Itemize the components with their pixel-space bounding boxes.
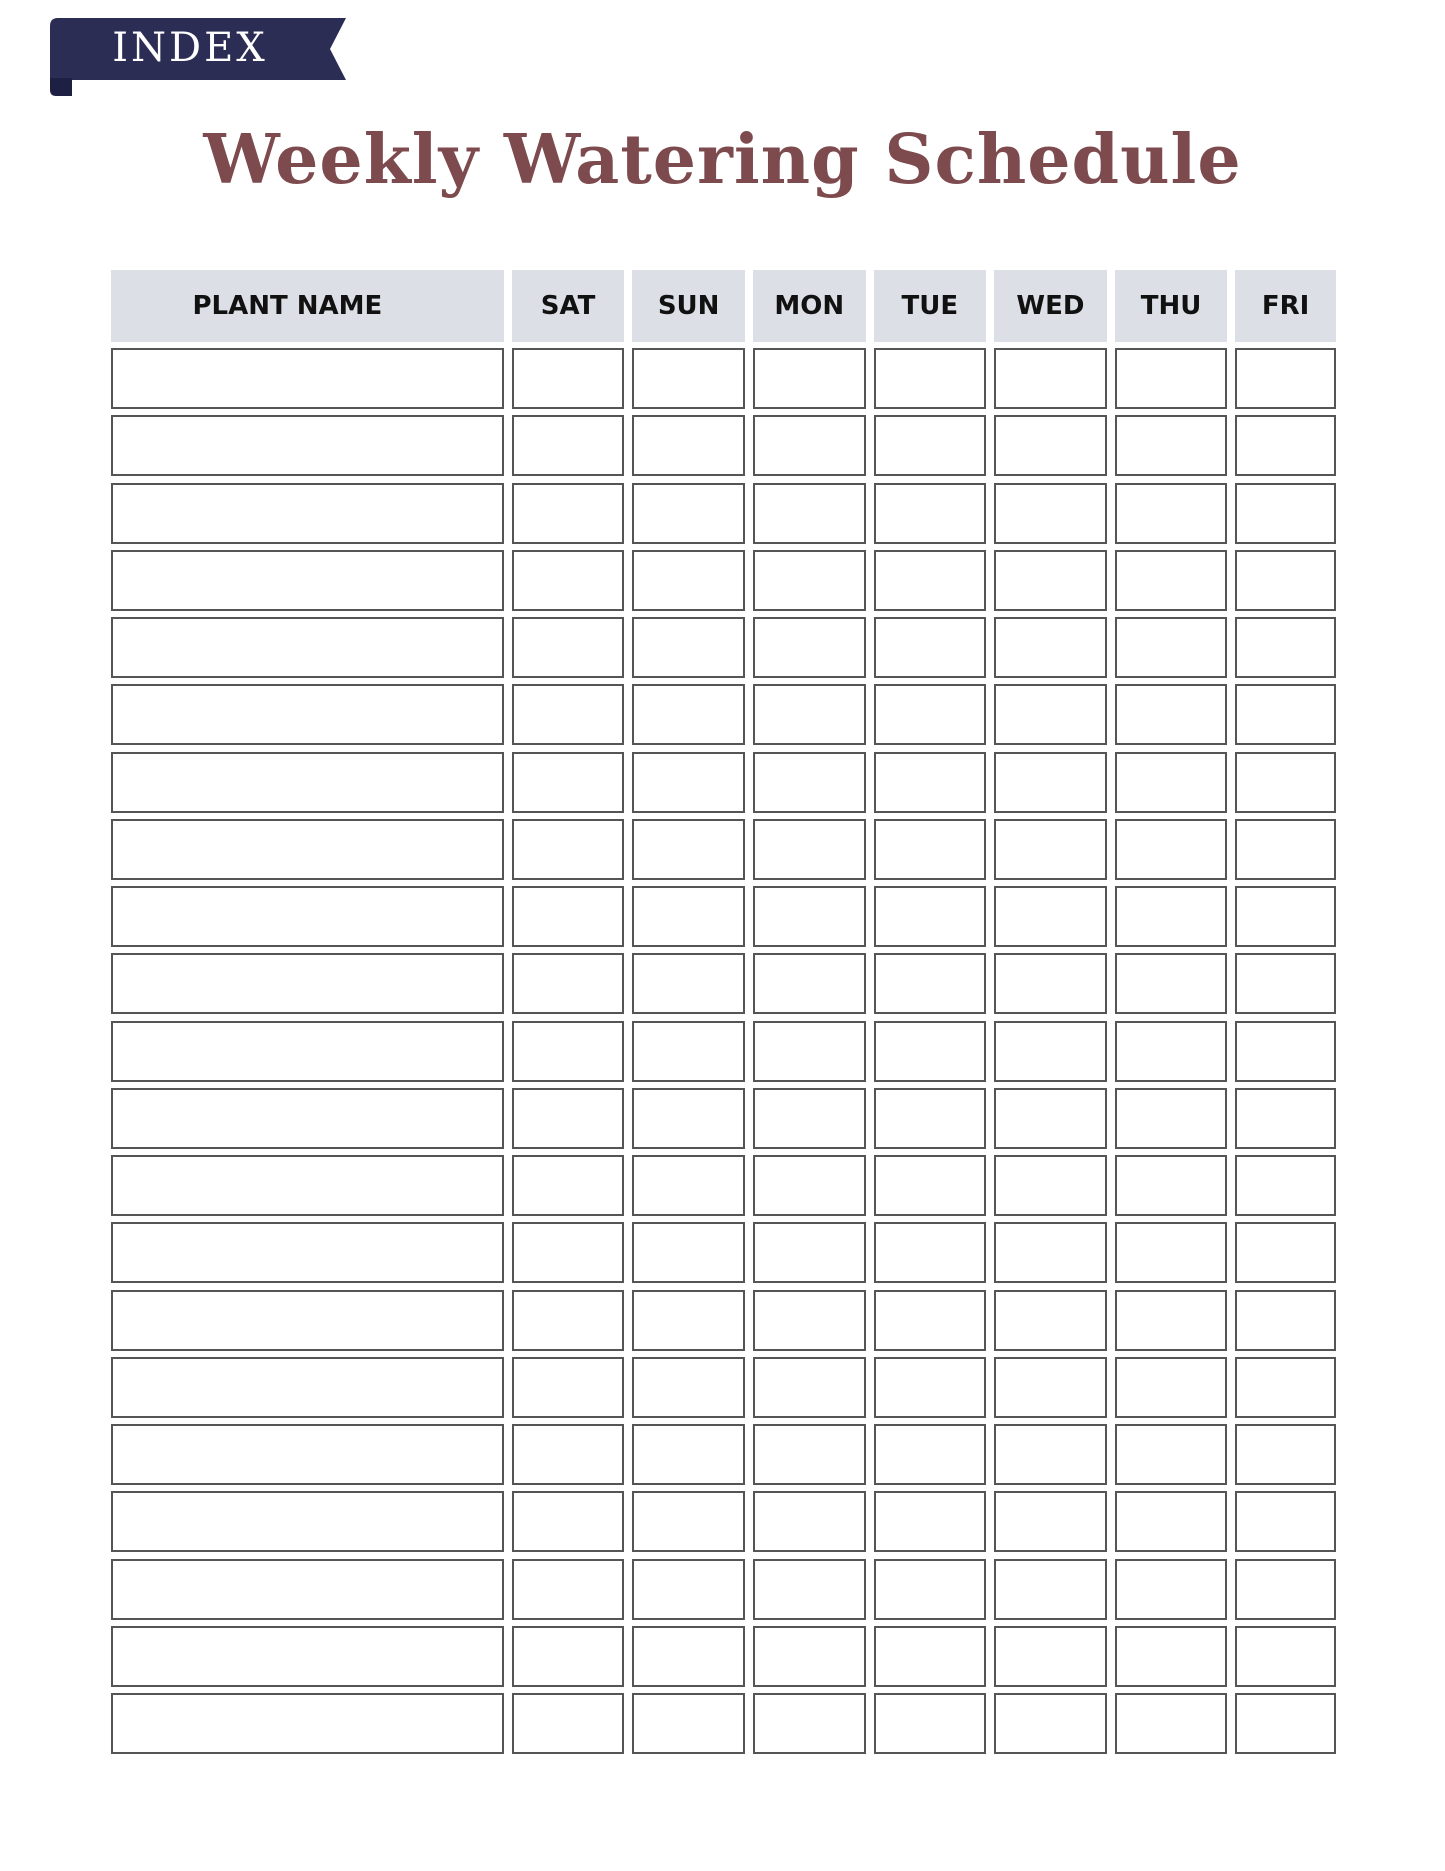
table-row (111, 819, 1336, 880)
cell-mon[interactable] (753, 1021, 866, 1082)
cell-sun[interactable] (632, 1222, 745, 1283)
cell-wed[interactable] (994, 1155, 1107, 1216)
cell-wed[interactable] (994, 752, 1107, 813)
cell-sat[interactable] (512, 1088, 625, 1149)
cell-thu[interactable] (1115, 550, 1228, 611)
cell-fri[interactable] (1235, 415, 1336, 476)
cell-mon[interactable] (753, 819, 866, 880)
cell-plant-name[interactable] (111, 1491, 504, 1552)
table-row (111, 415, 1336, 476)
cell-sun[interactable] (632, 1559, 745, 1620)
cell-plant-name[interactable] (111, 483, 504, 544)
cell-mon[interactable] (753, 684, 866, 745)
cell-plant-name[interactable] (111, 684, 504, 745)
cell-thu[interactable] (1115, 1222, 1228, 1283)
cell-fri[interactable] (1235, 1559, 1336, 1620)
cell-sun[interactable] (632, 1491, 745, 1552)
cell-mon[interactable] (753, 1693, 866, 1754)
cell-sun[interactable] (632, 1290, 745, 1351)
cell-sat[interactable] (512, 1357, 625, 1418)
table-row (111, 1357, 1336, 1418)
cell-thu[interactable] (1115, 684, 1228, 745)
cell-tue[interactable] (874, 1155, 987, 1216)
cell-mon[interactable] (753, 1559, 866, 1620)
cell-sun[interactable] (632, 1021, 745, 1082)
cell-sat[interactable] (512, 1222, 625, 1283)
column-header-sun: SUN (632, 270, 745, 342)
cell-wed[interactable] (994, 1424, 1107, 1485)
cell-plant-name[interactable] (111, 819, 504, 880)
cell-sat[interactable] (512, 1290, 625, 1351)
cell-mon[interactable] (753, 1088, 866, 1149)
cell-thu[interactable] (1115, 1088, 1228, 1149)
cell-mon[interactable] (753, 886, 866, 947)
cell-fri[interactable] (1235, 483, 1336, 544)
cell-sat[interactable] (512, 1626, 625, 1687)
cell-tue[interactable] (874, 1357, 987, 1418)
cell-fri[interactable] (1235, 1626, 1336, 1687)
cell-sun[interactable] (632, 684, 745, 745)
cell-mon[interactable] (753, 1626, 866, 1687)
watering-schedule-table (111, 270, 1336, 1760)
cell-sun[interactable] (632, 483, 745, 544)
index-tab-label: INDEX (112, 25, 268, 71)
cell-tue[interactable] (874, 1559, 987, 1620)
cell-tue[interactable] (874, 483, 987, 544)
cell-thu[interactable] (1115, 1155, 1228, 1216)
cell-thu[interactable] (1115, 1290, 1228, 1351)
cell-tue[interactable] (874, 752, 987, 813)
column-header-fri: FRI (1235, 270, 1336, 342)
cell-plant-name[interactable] (111, 1357, 504, 1418)
table-row (111, 1088, 1336, 1149)
cell-sun[interactable] (632, 1626, 745, 1687)
cell-plant-name[interactable] (111, 1559, 504, 1620)
cell-tue[interactable] (874, 1626, 987, 1687)
cell-tue[interactable] (874, 1424, 987, 1485)
cell-thu[interactable] (1115, 483, 1228, 544)
cell-sat[interactable] (512, 483, 625, 544)
cell-fri[interactable] (1235, 752, 1336, 813)
cell-fri[interactable] (1235, 953, 1336, 1014)
cell-sat[interactable] (512, 886, 625, 947)
table-row (111, 1626, 1336, 1687)
cell-plant-name[interactable] (111, 1021, 504, 1082)
table-row (111, 1155, 1336, 1216)
cell-plant-name[interactable] (111, 1290, 504, 1351)
cell-plant-name[interactable] (111, 886, 504, 947)
cell-plant-name[interactable] (111, 1222, 504, 1283)
cell-sun[interactable] (632, 415, 745, 476)
table-row (111, 953, 1336, 1014)
cell-fri[interactable] (1235, 550, 1336, 611)
cell-plant-name[interactable] (111, 1626, 504, 1687)
cell-mon[interactable] (753, 550, 866, 611)
cell-sun[interactable] (632, 1357, 745, 1418)
cell-sun[interactable] (632, 348, 745, 409)
table-row (111, 752, 1336, 813)
cell-wed[interactable] (994, 1491, 1107, 1552)
cell-thu[interactable] (1115, 1626, 1228, 1687)
cell-fri[interactable] (1235, 886, 1336, 947)
cell-tue[interactable] (874, 953, 987, 1014)
cell-plant-name[interactable] (111, 550, 504, 611)
column-header-plant-name: PLANT NAME (111, 270, 504, 342)
column-header-tue: TUE (874, 270, 987, 342)
cell-wed[interactable] (994, 1626, 1107, 1687)
cell-thu[interactable] (1115, 1357, 1228, 1418)
cell-tue[interactable] (874, 819, 987, 880)
cell-sat[interactable] (512, 752, 625, 813)
table-row (111, 1290, 1336, 1351)
cell-thu[interactable] (1115, 1693, 1228, 1754)
cell-tue[interactable] (874, 1491, 987, 1552)
cell-tue[interactable] (874, 684, 987, 745)
index-tab-button[interactable] (50, 18, 346, 96)
cell-wed[interactable] (994, 1559, 1107, 1620)
cell-thu[interactable] (1115, 617, 1228, 678)
cell-wed[interactable] (994, 348, 1107, 409)
table-row (111, 886, 1336, 947)
cell-sun[interactable] (632, 1155, 745, 1216)
cell-wed[interactable] (994, 684, 1107, 745)
cell-plant-name[interactable] (111, 617, 504, 678)
cell-fri[interactable] (1235, 819, 1336, 880)
table-row (111, 1693, 1336, 1754)
cell-sat[interactable] (512, 348, 625, 409)
cell-wed[interactable] (994, 1290, 1107, 1351)
cell-thu[interactable] (1115, 348, 1228, 409)
cell-wed[interactable] (994, 1357, 1107, 1418)
cell-mon[interactable] (753, 415, 866, 476)
table-header-row (111, 270, 1336, 342)
cell-sun[interactable] (632, 953, 745, 1014)
cell-sun[interactable] (632, 1088, 745, 1149)
cell-fri[interactable] (1235, 1021, 1336, 1082)
cell-thu[interactable] (1115, 752, 1228, 813)
cell-wed[interactable] (994, 953, 1107, 1014)
cell-sat[interactable] (512, 1559, 625, 1620)
column-header-wed: WED (994, 270, 1107, 342)
cell-sat[interactable] (512, 617, 625, 678)
cell-tue[interactable] (874, 886, 987, 947)
cell-sun[interactable] (632, 1424, 745, 1485)
cell-sun[interactable] (632, 819, 745, 880)
table-row (111, 684, 1336, 745)
table-row (111, 348, 1336, 409)
table-row (111, 483, 1336, 544)
cell-sat[interactable] (512, 819, 625, 880)
cell-plant-name[interactable] (111, 1088, 504, 1149)
cell-sat[interactable] (512, 1155, 625, 1216)
cell-wed[interactable] (994, 550, 1107, 611)
column-header-sat: SAT (512, 270, 625, 342)
cell-mon[interactable] (753, 953, 866, 1014)
cell-thu[interactable] (1115, 953, 1228, 1014)
cell-wed[interactable] (994, 483, 1107, 544)
table-row (111, 1021, 1336, 1082)
table-row (111, 550, 1336, 611)
cell-mon[interactable] (753, 1491, 866, 1552)
cell-fri[interactable] (1235, 1222, 1336, 1283)
cell-tue[interactable] (874, 1021, 987, 1082)
cell-fri[interactable] (1235, 348, 1336, 409)
cell-plant-name[interactable] (111, 415, 504, 476)
cell-thu[interactable] (1115, 819, 1228, 880)
cell-tue[interactable] (874, 550, 987, 611)
cell-wed[interactable] (994, 886, 1107, 947)
column-header-mon: MON (753, 270, 866, 342)
cell-sat[interactable] (512, 1021, 625, 1082)
cell-plant-name[interactable] (111, 1424, 504, 1485)
cell-sun[interactable] (632, 617, 745, 678)
cell-wed[interactable] (994, 819, 1107, 880)
table-row (111, 1491, 1336, 1552)
cell-sun[interactable] (632, 550, 745, 611)
cell-sat[interactable] (512, 1491, 625, 1552)
cell-fri[interactable] (1235, 1491, 1336, 1552)
cell-plant-name[interactable] (111, 348, 504, 409)
table-row (111, 1222, 1336, 1283)
cell-sat[interactable] (512, 1693, 625, 1754)
cell-mon[interactable] (753, 483, 866, 544)
cell-plant-name[interactable] (111, 953, 504, 1014)
cell-plant-name[interactable] (111, 752, 504, 813)
cell-sat[interactable] (512, 684, 625, 745)
cell-thu[interactable] (1115, 1491, 1228, 1552)
cell-sat[interactable] (512, 550, 625, 611)
cell-fri[interactable] (1235, 1693, 1336, 1754)
cell-fri[interactable] (1235, 1290, 1336, 1351)
cell-mon[interactable] (753, 1222, 866, 1283)
cell-mon[interactable] (753, 1155, 866, 1216)
cell-wed[interactable] (994, 415, 1107, 476)
table-row (111, 1559, 1336, 1620)
cell-wed[interactable] (994, 617, 1107, 678)
cell-plant-name[interactable] (111, 1693, 504, 1754)
cell-mon[interactable] (753, 348, 866, 409)
cell-tue[interactable] (874, 617, 987, 678)
cell-thu[interactable] (1115, 1424, 1228, 1485)
cell-thu[interactable] (1115, 1559, 1228, 1620)
cell-fri[interactable] (1235, 1088, 1336, 1149)
cell-fri[interactable] (1235, 617, 1336, 678)
cell-tue[interactable] (874, 1088, 987, 1149)
cell-wed[interactable] (994, 1693, 1107, 1754)
table-body (111, 348, 1336, 1754)
cell-fri[interactable] (1235, 1155, 1336, 1216)
cell-mon[interactable] (753, 1290, 866, 1351)
cell-sun[interactable] (632, 752, 745, 813)
cell-tue[interactable] (874, 1693, 987, 1754)
cell-wed[interactable] (994, 1021, 1107, 1082)
cell-tue[interactable] (874, 415, 987, 476)
cell-thu[interactable] (1115, 415, 1228, 476)
cell-tue[interactable] (874, 348, 987, 409)
cell-sat[interactable] (512, 1424, 625, 1485)
cell-mon[interactable] (753, 1357, 866, 1418)
cell-wed[interactable] (994, 1222, 1107, 1283)
cell-sat[interactable] (512, 953, 625, 1014)
cell-sat[interactable] (512, 415, 625, 476)
cell-mon[interactable] (753, 752, 866, 813)
cell-thu[interactable] (1115, 1021, 1228, 1082)
cell-fri[interactable] (1235, 1424, 1336, 1485)
cell-mon[interactable] (753, 1424, 866, 1485)
cell-tue[interactable] (874, 1222, 987, 1283)
cell-fri[interactable] (1235, 1357, 1336, 1418)
table-row (111, 617, 1336, 678)
cell-tue[interactable] (874, 1290, 987, 1351)
page-title: Weekly Watering Schedule (203, 120, 1242, 200)
cell-mon[interactable] (753, 617, 866, 678)
cell-wed[interactable] (994, 1088, 1107, 1149)
cell-fri[interactable] (1235, 684, 1336, 745)
table-row (111, 1424, 1336, 1485)
column-header-thu: THU (1115, 270, 1228, 342)
cell-sun[interactable] (632, 1693, 745, 1754)
cell-thu[interactable] (1115, 886, 1228, 947)
cell-sun[interactable] (632, 886, 745, 947)
cell-plant-name[interactable] (111, 1155, 504, 1216)
